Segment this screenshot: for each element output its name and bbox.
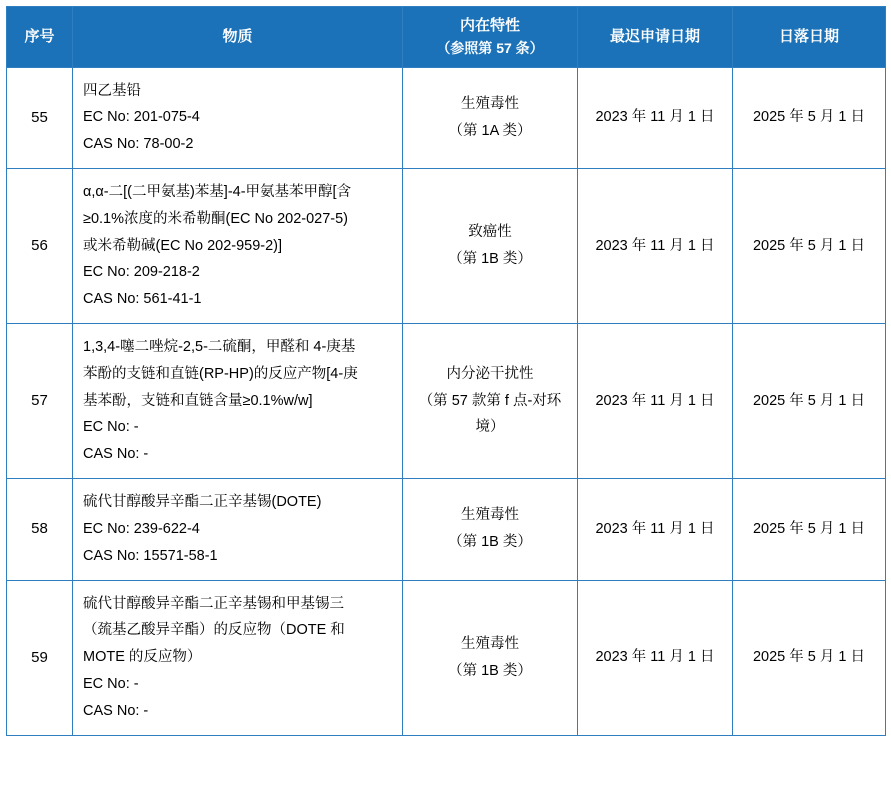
cell-sunset-date: 2025 年 5 月 1 日 [733, 479, 886, 580]
column-header-index [7, 7, 73, 68]
cell-property [403, 168, 578, 323]
substance-line: EC No: - [83, 419, 139, 436]
table-header [7, 7, 886, 68]
column-header-latest-application-date-main: 最迟申请日期 [609, 27, 700, 45]
cell-substance [73, 324, 403, 479]
table-row [7, 580, 886, 735]
cell-property [403, 580, 578, 735]
table-header-row [7, 7, 886, 68]
property-line: 生殖毒性 [461, 507, 519, 524]
column-header-property [403, 7, 578, 68]
cell-index: 59 [7, 580, 73, 735]
property-line: （第 1B 类） [448, 662, 532, 679]
property-line: （第 1B 类） [448, 250, 532, 267]
cell-index: 56 [7, 168, 73, 323]
cell-latest-application-date: 2023 年 11 月 1 日 [578, 324, 733, 479]
property-line: 生殖毒性 [461, 95, 519, 112]
substance-line: 1,3,4-噻二唑烷-2,5-二硫酮，甲醛和 4-庚基 [83, 339, 356, 355]
table-row [7, 168, 886, 323]
substance-line: EC No: 209-218-2 [83, 264, 200, 281]
cell-latest-application-date: 2023 年 11 月 1 日 [578, 580, 733, 735]
property-line: （第 1B 类） [448, 534, 532, 551]
cell-latest-application-date: 2023 年 11 月 1 日 [578, 479, 733, 580]
substance-line: ≥0.1%浓度的米希勒酮(EC No 202-027-5) [83, 210, 349, 227]
property-line: 境） [475, 419, 505, 436]
cell-latest-application-date: 2023 年 11 月 1 日 [578, 168, 733, 323]
substance-line: 硫代甘醇酸异辛酯二正辛基锡(DOTE) [83, 494, 322, 511]
column-header-property-main: 内在特性 [459, 17, 520, 34]
cell-sunset-date: 2025 年 5 月 1 日 [733, 580, 886, 735]
cell-substance [73, 580, 403, 735]
column-header-sunset-date-main: 日落日期 [778, 27, 839, 45]
substance-line: MOTE 的反应物） [83, 649, 202, 666]
cell-index: 58 [7, 479, 73, 580]
property-line: （第 57 款第 f 点-对环 [418, 392, 562, 409]
cell-latest-application-date: 2023 年 11 月 1 日 [578, 67, 733, 168]
substance-line: EC No: 201-075-4 [83, 109, 200, 126]
substance-line: 苯酚的支链和直链(RP-HP)的反应产物[4-庚 [83, 365, 358, 382]
property-line: 内分泌干扰性 [446, 365, 534, 382]
cell-sunset-date: 2025 年 5 月 1 日 [733, 324, 886, 479]
substance-line: α,α-二[(二甲氨基)苯基]-4-甲氨基苯甲醇[含 [83, 183, 352, 200]
cell-property [403, 479, 578, 580]
substance-line: 硫代甘醇酸异辛酯二正辛基锡和甲基锡三 [83, 595, 344, 612]
cell-sunset-date: 2025 年 5 月 1 日 [733, 168, 886, 323]
cell-property [403, 324, 578, 479]
substance-line: CAS No: 561-41-1 [83, 291, 202, 308]
column-header-substance [73, 7, 403, 68]
column-header-property-sub: （参照第 57 条） [436, 39, 544, 56]
table-body [7, 67, 886, 735]
substance-line: 或米希勒碱(EC No 202-959-2)] [83, 237, 283, 254]
cell-substance [73, 479, 403, 580]
table-row [7, 479, 886, 580]
substances-table [6, 6, 886, 736]
column-header-substance-main: 物质 [222, 27, 253, 45]
substance-line: 基苯酚，支链和直链含量≥0.1%w/w] [83, 392, 313, 409]
substance-line: EC No: 239-622-4 [83, 520, 200, 537]
substance-line: CAS No: 15571-58-1 [83, 547, 218, 564]
substance-line: EC No: - [83, 675, 139, 692]
cell-index: 55 [7, 67, 73, 168]
cell-substance [73, 67, 403, 168]
property-line: 致癌性 [468, 224, 512, 241]
substance-line: （巯基乙酸异辛酯）的反应物（DOTE 和 [83, 622, 345, 639]
table-row [7, 67, 886, 168]
substance-line: CAS No: - [83, 446, 149, 463]
column-header-latest-application-date [578, 7, 733, 68]
substance-line: CAS No: 78-00-2 [83, 136, 194, 153]
substance-line: 四乙基铅 [83, 82, 141, 99]
column-header-index-main: 序号 [24, 27, 55, 45]
cell-property [403, 67, 578, 168]
property-line: （第 1A 类） [448, 122, 532, 139]
column-header-sunset-date [733, 7, 886, 68]
table-row [7, 324, 886, 479]
property-line: 生殖毒性 [461, 635, 519, 652]
substance-line: CAS No: - [83, 702, 149, 719]
cell-substance [73, 168, 403, 323]
cell-index: 57 [7, 324, 73, 479]
cell-sunset-date: 2025 年 5 月 1 日 [733, 67, 886, 168]
